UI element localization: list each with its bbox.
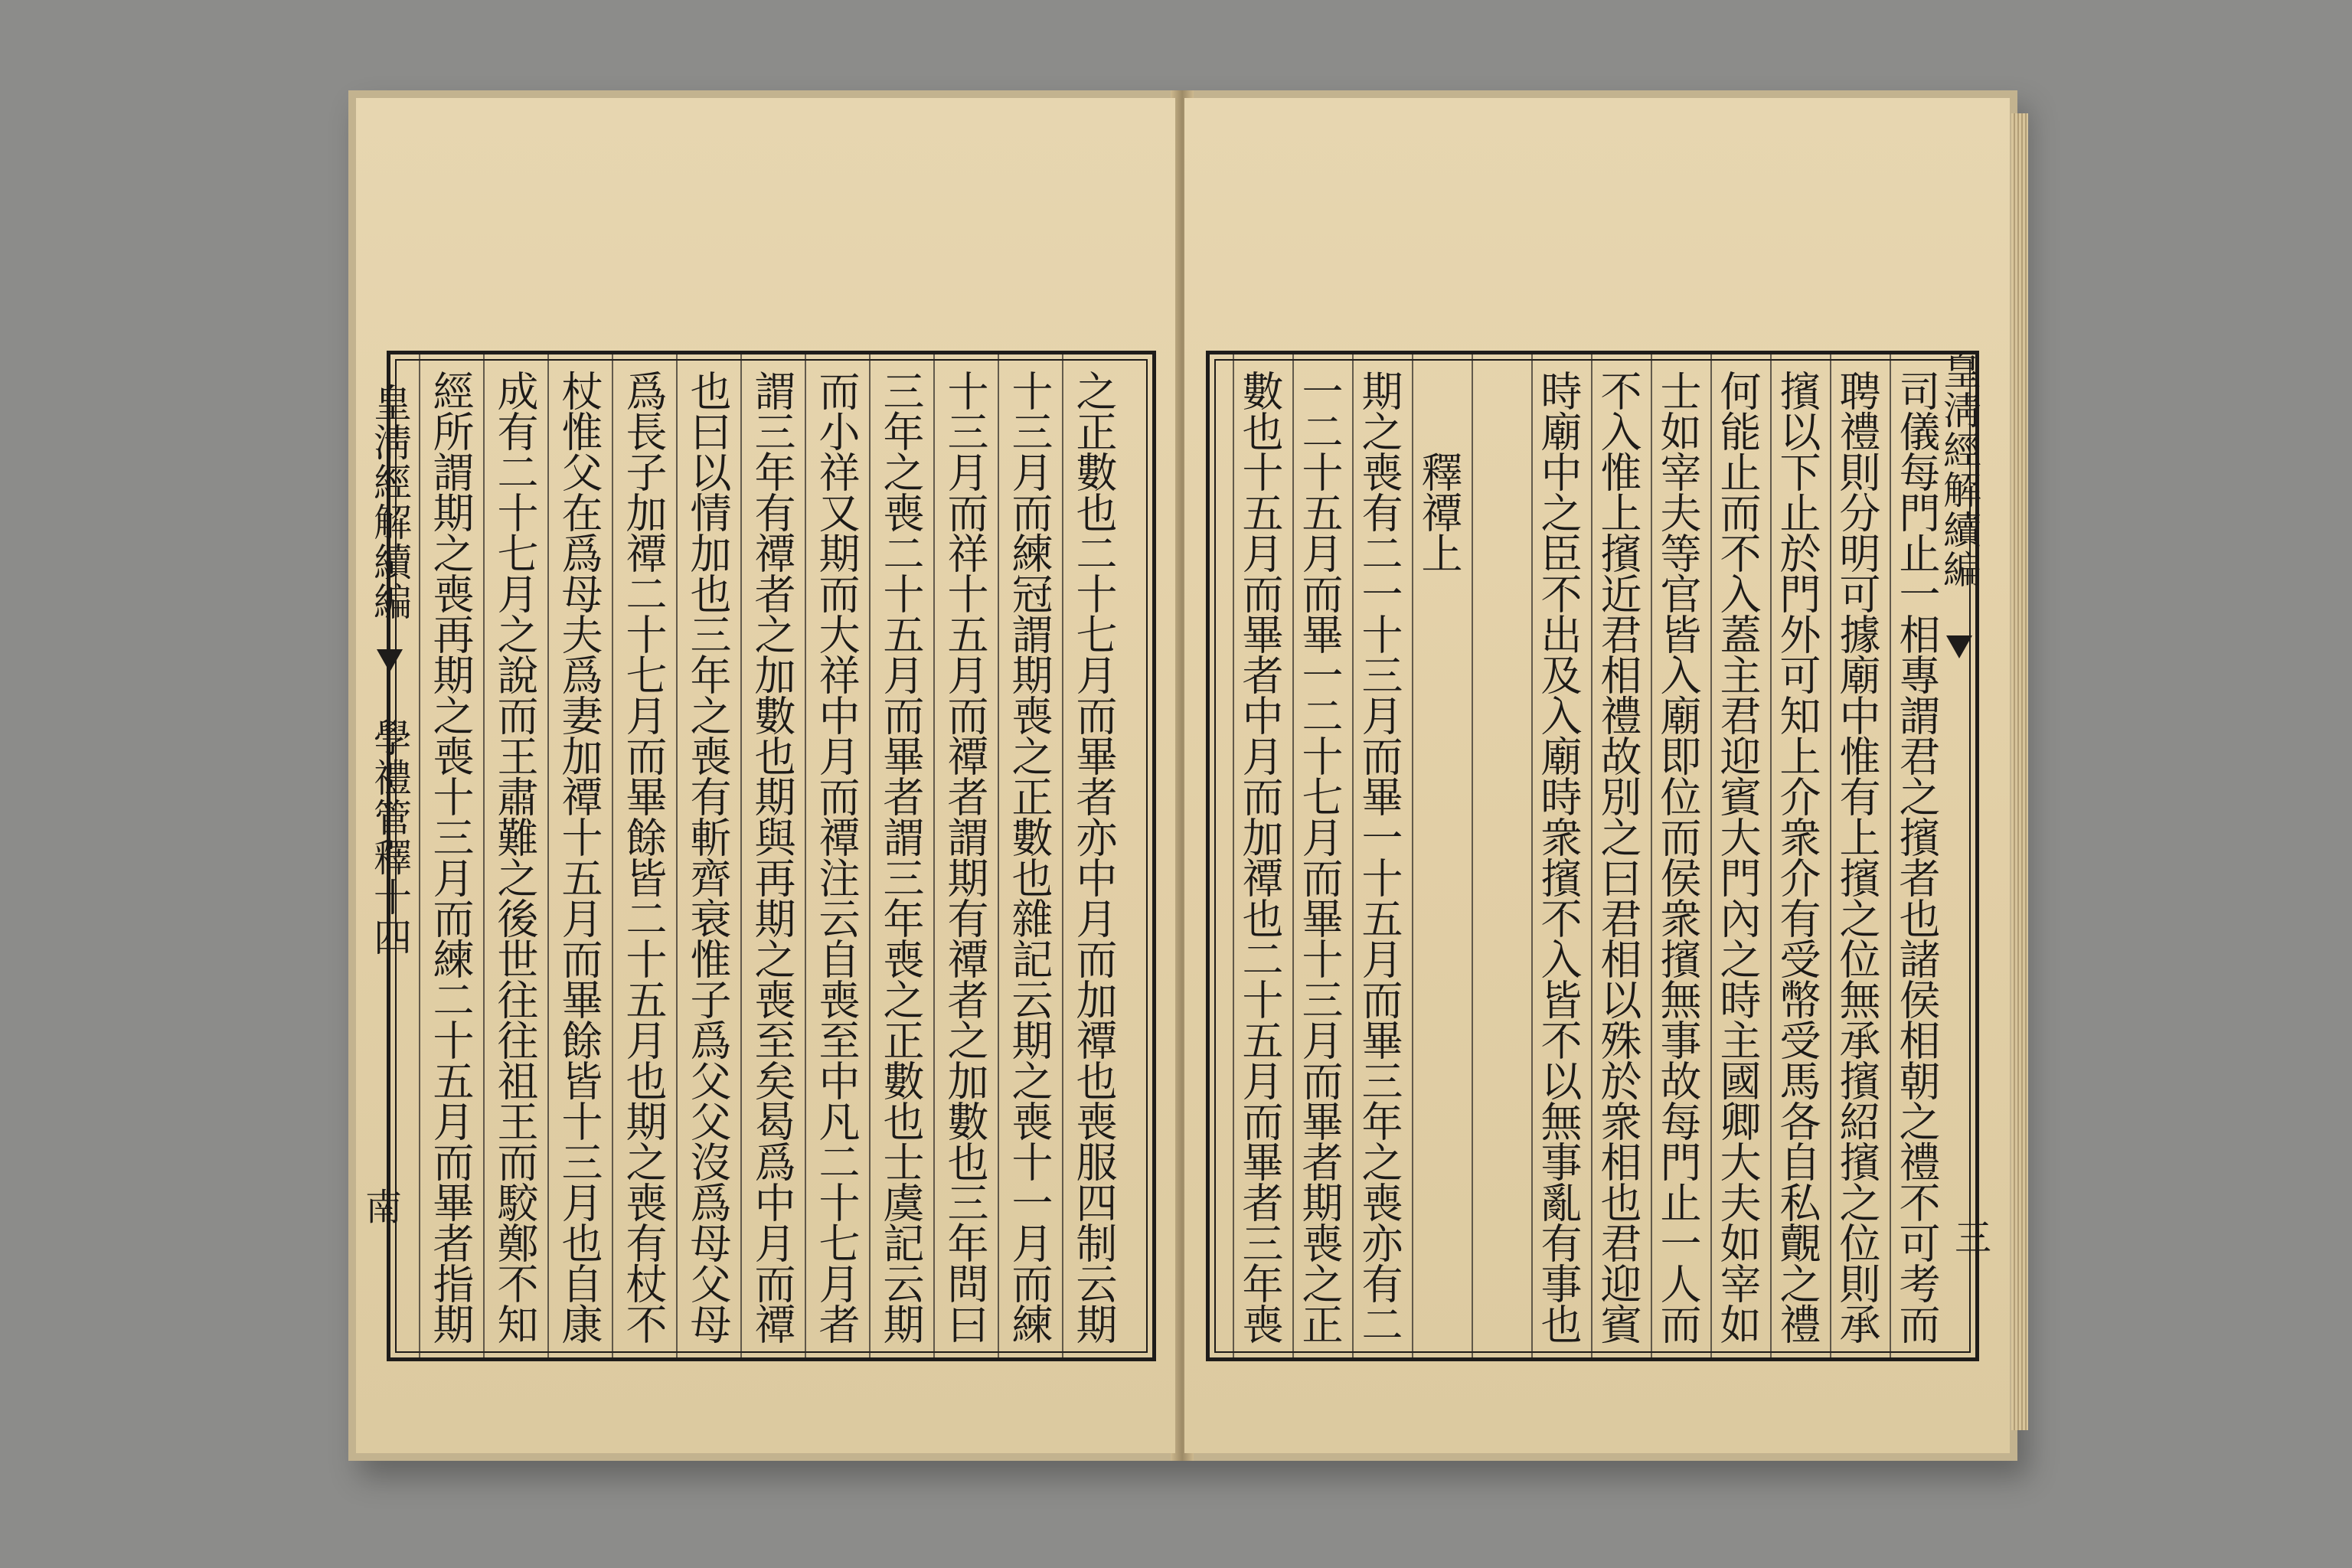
right-text-frame [1206, 351, 1979, 1361]
right-margin-title-text: 皇淸經解續編 [1937, 351, 1981, 590]
text-column: 成有二十七月之說而王肅難之後世往往祖王而駮鄭不知 [491, 370, 539, 1344]
column-rule [1890, 354, 1891, 1357]
column-rule [1531, 354, 1533, 1357]
column-rule [1591, 354, 1592, 1357]
text-column: 期之喪有二一十三月而畢一十五月而畢三年之喪亦有二 [1355, 370, 1403, 1344]
open-book [348, 90, 2017, 1461]
text-column: 而小祥又期而大祥中月而禫注云自喪至中凡二十七月者 [812, 370, 861, 1344]
fish-tail-mark-icon [1946, 635, 1972, 658]
column-rule [1292, 354, 1294, 1357]
column-rule [1062, 354, 1063, 1357]
column-rule [1412, 354, 1413, 1357]
left-margin-title-text: 皇淸經解續編 [368, 383, 412, 622]
text-column: 十三月而祥十五月而禫者謂期有禫者之加數也三年問曰 [941, 370, 989, 1344]
column-rule [869, 354, 871, 1357]
left-text-frame [387, 351, 1156, 1361]
column-rule [740, 354, 742, 1357]
text-column: 三年之喪二十五月而畢者謂三年喪之正數也士虞記云期 [877, 370, 925, 1344]
text-column: 十三月而練冠謂期喪之正數也雜記云期之喪十一月而練 [1005, 370, 1054, 1344]
page-stack-edge [2011, 113, 2028, 1430]
text-column: 一二十五月而畢一二十七月而畢十三月而畢者期喪之正 [1295, 370, 1344, 1344]
column-rule [419, 354, 420, 1357]
column-rule [1830, 354, 1831, 1357]
text-column: 釋禫上 [1415, 370, 1463, 573]
left-page [356, 98, 1175, 1453]
column-rule [676, 354, 678, 1357]
text-column: 何能止而不入蓋主君迎賓大門內之時主國卿大夫如宰如 [1713, 370, 1762, 1344]
left-margin-subtitle [362, 649, 417, 957]
text-column: 數也十五月而畢者中月而加禫也二十五月而畢者三年喪 [1236, 370, 1284, 1344]
column-rule [1770, 354, 1772, 1357]
text-column: 不入惟上擯近君相禮故別之曰君相以殊於衆相也君迎賓 [1594, 370, 1642, 1344]
text-column: 爲長子加禫二十七月而畢餘皆二十五月也期之喪有杖不 [619, 370, 668, 1344]
text-column: 擯以下止於門外可知上介衆介有受幣受馬各自私覿之禮 [1773, 370, 1821, 1344]
text-column: 謂三年有禫者之加數也期與再期之喪至矣曷爲中月而禫 [748, 370, 796, 1344]
left-margin-subtitle-text: 學禮管釋十四 [368, 718, 412, 957]
column-rule [1472, 354, 1473, 1357]
column-rule [1710, 354, 1712, 1357]
right-margin-title [1932, 351, 1987, 658]
text-column: 之正數也二十七月而畢者亦中月而加禫也喪服四制云期 [1070, 370, 1118, 1344]
text-column: 時廟中之臣不出及入廟時衆擯不入皆不以無事亂有事也 [1534, 370, 1583, 1344]
text-column [1475, 370, 1531, 1359]
column-rule [483, 354, 485, 1357]
column-rule [612, 354, 613, 1357]
column-rule [547, 354, 549, 1357]
column-rule [1233, 354, 1234, 1357]
text-column: 聘禮則分明可據廟中惟有上擯之位無承擯紹擯之位則承 [1833, 370, 1881, 1344]
column-rule [1651, 354, 1652, 1357]
text-column: 士如宰夫等官皆入廟即位而侯衆擯無事故每門止一人而 [1654, 370, 1702, 1344]
column-rule [805, 354, 806, 1357]
text-column: 司儀每門止一相專謂君之擯者也諸侯相朝之禮不可考而 [1893, 370, 1941, 1344]
text-column: 杖惟父在爲母夫爲妻加禫十五月而畢餘皆十三月也自康 [555, 370, 603, 1344]
fish-tail-mark-icon [377, 649, 403, 672]
left-margin-title [362, 383, 417, 622]
right-folio: 三 [1955, 1217, 1992, 1259]
column-rule [1352, 354, 1354, 1357]
left-folio: 南 [365, 1186, 403, 1229]
column-rule [998, 354, 999, 1357]
text-column: 也曰以情加也三年之喪有斬齊衰惟子爲父父沒爲母父母 [684, 370, 732, 1344]
text-column: 經所謂期之喪再期之喪十三月而練二十五月而畢者指期 [426, 370, 475, 1344]
right-page [1184, 98, 2010, 1453]
column-rule [933, 354, 935, 1357]
